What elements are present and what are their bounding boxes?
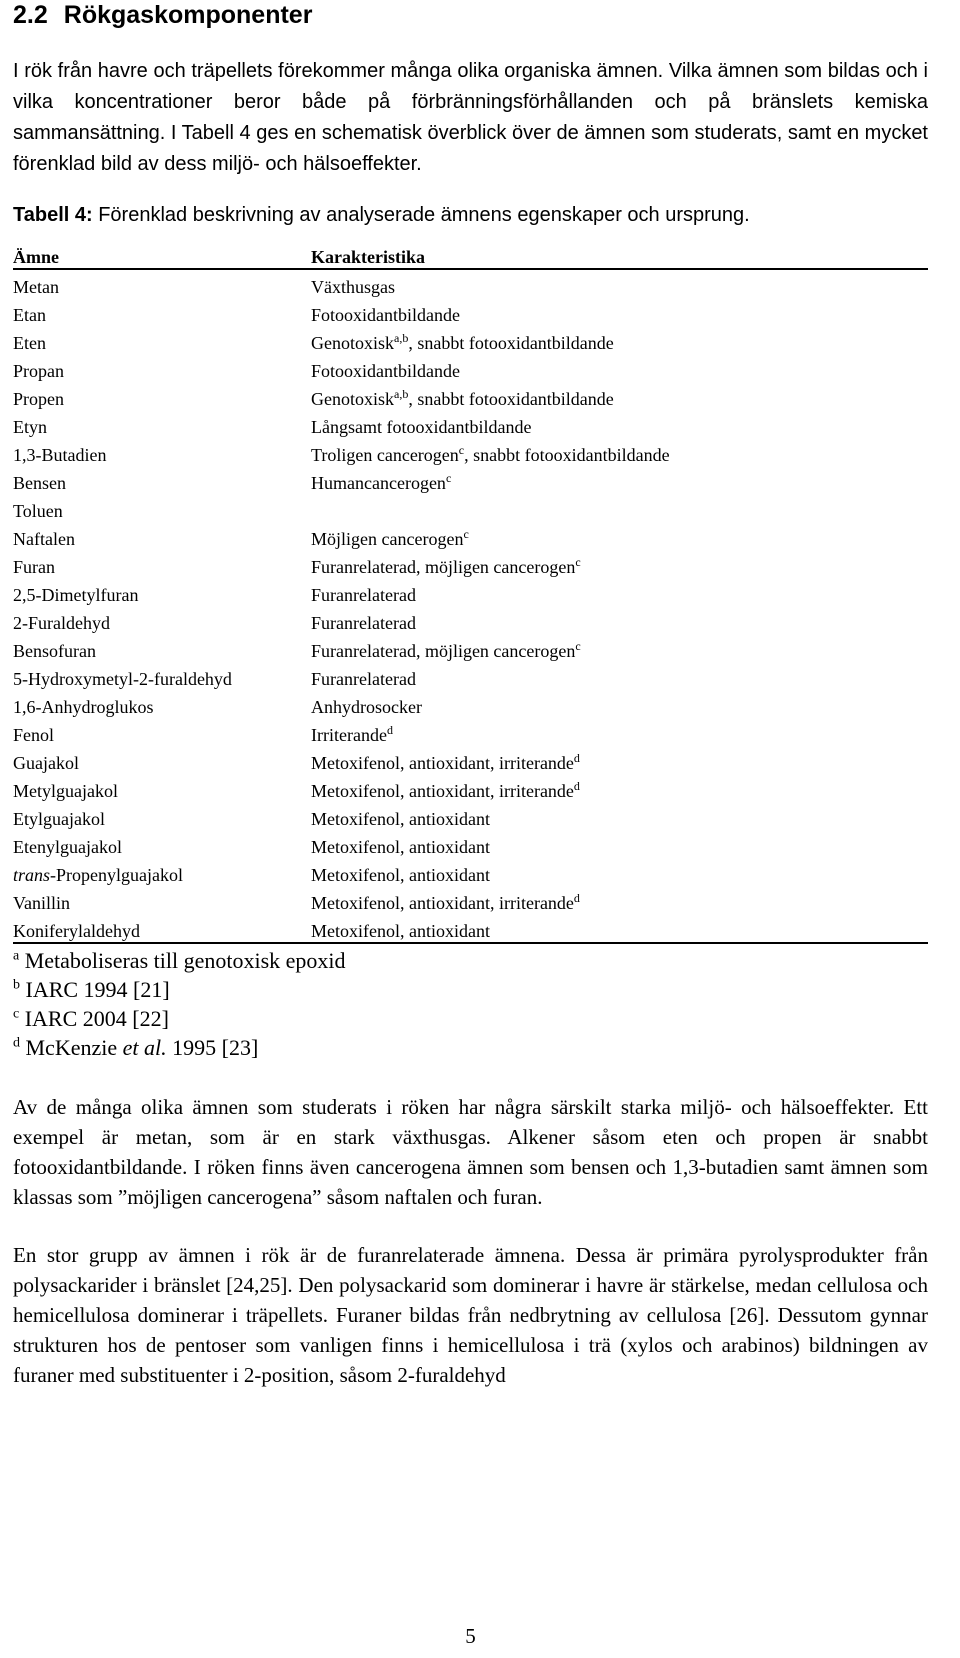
characteristics-cell xyxy=(311,746,928,774)
substance-name: Metylguajakol xyxy=(13,781,118,801)
characteristics-cell xyxy=(311,578,928,606)
characteristics-cell xyxy=(311,830,928,858)
substance-name: Etylguajakol xyxy=(13,809,105,829)
characteristics-text: Metoxifenol, antioxidant xyxy=(311,809,490,829)
substance-name: Bensofuran xyxy=(13,641,96,661)
substance-cell xyxy=(13,914,311,943)
substance-name: Metan xyxy=(13,277,59,297)
substance-cell xyxy=(13,690,311,718)
table-row xyxy=(13,746,928,774)
substance-name: 2,5-Dimetylfuran xyxy=(13,585,139,605)
substance-cell xyxy=(13,606,311,634)
characteristics-cell xyxy=(311,522,928,550)
characteristics-cell xyxy=(311,634,928,662)
substance-cell xyxy=(13,269,311,298)
characteristics-text: Fotooxidantbildande xyxy=(311,305,460,325)
table-row xyxy=(13,802,928,830)
substance-cell xyxy=(13,298,311,326)
substance-cell xyxy=(13,382,311,410)
section-title: Rökgaskomponenter xyxy=(63,1,313,29)
table-row xyxy=(13,354,928,382)
substance-cell xyxy=(13,830,311,858)
characteristics-cell xyxy=(311,466,928,494)
characteristics-text: Metoxifenol, antioxidant, irriterande xyxy=(311,781,574,801)
paragraph-3: En stor grupp av ämnen i rök är de furanrelaterade ämnena. Dessa är primära pyrolysprodukter från polysackarider i bränslet [24,25]. Den polysackarid som dominerar i havre är stärkelse, medan cellulosa och hemicellulosa dominerar i träpellets. Furaner bildas från nedbrytning av cellulosa [26]. Dessutom gynnar strukturen hos de pentoser som vanligen finns i hemicellulosa i trä (xylos och arabinos) bildningen av furaner med substituenter i 2-position, såsom 2-furaldehyd xyxy=(13,1243,928,1387)
characteristics-cell xyxy=(311,494,928,522)
characteristics-text: Furanrelaterad, möjligen cancerogen xyxy=(311,641,576,661)
table-row xyxy=(13,774,928,802)
substance-name: 5-Hydroxymetyl-2-furaldehyd xyxy=(13,669,232,689)
characteristics-cell xyxy=(311,354,928,382)
paragraph-2: Av de många olika ämnen som studerats i röken har några särskilt starka miljö- och hälsoeffekter. Ett exempel är metan, som är en stark växthusgas. Alkener såsom eten och propen är snabbt fotooxidantbildande. I röken finns även cancerogena ämnen som bensen och 1,3-butadien samt ämnen som klassas som ”möjligen cancerogena” såsom naftalen och furan. xyxy=(13,1095,928,1209)
table-row xyxy=(13,830,928,858)
characteristics-cell xyxy=(311,606,928,634)
footnote-ref: c xyxy=(458,443,465,457)
section-number: 2.2 xyxy=(13,1,48,29)
characteristics-cell xyxy=(311,410,928,438)
footnotes xyxy=(13,946,928,1062)
table-row xyxy=(13,522,928,550)
footnote-ref: c xyxy=(445,471,452,485)
page-number: 5 xyxy=(465,1624,476,1648)
table-row xyxy=(13,410,928,438)
table-row xyxy=(13,634,928,662)
characteristics-text: Växthusgas xyxy=(311,277,395,297)
characteristics-cell xyxy=(311,269,928,298)
intro-paragraph: I rök från havre och träpellets förekommer många olika organiska ämnen. Vilka ämnen som bildas och i vilka koncentrationer beror både på förbränningsförhållanden och på bränslets kemiska sammansättning. I Tabell 4 ges en schematisk överblick över de ämnen som studerats, samt en mycket förenklad bild av dess miljö- och hälsoeffekter. xyxy=(13,60,928,175)
substance-cell xyxy=(13,662,311,690)
table-row xyxy=(13,606,928,634)
substance-cell xyxy=(13,886,311,914)
characteristics-text: Anhydrosocker xyxy=(311,697,422,717)
characteristics-cell xyxy=(311,662,928,690)
substance-name: Furan xyxy=(13,557,55,577)
characteristics-cell xyxy=(311,774,928,802)
table-caption xyxy=(13,202,928,228)
column-header-substance: Ämne xyxy=(13,240,311,269)
substance-name: Propen xyxy=(13,389,64,409)
substance-cell xyxy=(13,634,311,662)
substance-cell xyxy=(13,802,311,830)
footnote-ref: c xyxy=(575,639,581,653)
characteristics-cell xyxy=(311,382,928,410)
characteristics-text: Furanrelaterad, möjligen cancerogen xyxy=(311,557,576,577)
footnote-mark: a xyxy=(13,948,20,964)
table-row xyxy=(13,690,928,718)
footnote-text: Metaboliseras till genotoxisk epoxid xyxy=(19,948,346,973)
characteristics-text: Furanrelaterad xyxy=(311,669,416,689)
substance-cell xyxy=(13,578,311,606)
table-row xyxy=(13,550,928,578)
footnote-ref: d xyxy=(573,779,580,793)
footnote-text: McKenzie xyxy=(20,1035,123,1060)
characteristics-text: Genotoxisk xyxy=(311,389,394,409)
table-caption-text: Förenklad beskrivning av analyserade ämnens egenskaper och ursprung. xyxy=(92,204,750,226)
substance-name: 1,6-Anhydroglukos xyxy=(13,697,154,717)
substance-name: 2-Furaldehyd xyxy=(13,613,110,633)
footnote-ref: a,b xyxy=(394,331,409,345)
footnote-ref: a,b xyxy=(394,387,409,401)
substance-cell xyxy=(13,746,311,774)
characteristics-text: Furanrelaterad xyxy=(311,585,416,605)
table-row xyxy=(13,298,928,326)
footnote-text: IARC 2004 [22] xyxy=(19,1006,169,1031)
document-page xyxy=(13,0,928,1648)
table-row xyxy=(13,662,928,690)
substance-name: Eten xyxy=(13,333,46,353)
substance-name: Guajakol xyxy=(13,753,79,773)
table-header-row xyxy=(13,240,928,269)
characteristics-rest: , snabbt fotooxidantbildande xyxy=(408,333,614,353)
table-row xyxy=(13,494,928,522)
table-row xyxy=(13,858,928,886)
substance-cell xyxy=(13,858,311,886)
characteristics-text: Metoxifenol, antioxidant, irriterande xyxy=(311,753,574,773)
footnote-mark: c xyxy=(13,1006,20,1022)
substance-name: Etyn xyxy=(13,417,47,437)
characteristics-rest: , snabbt fotooxidantbildande xyxy=(464,445,670,465)
substance-cell xyxy=(13,522,311,550)
substance-name: Fenol xyxy=(13,725,55,745)
footnote-tail: 1995 [23] xyxy=(166,1035,259,1060)
footnote-ref: c xyxy=(575,555,581,569)
substance-cell xyxy=(13,354,311,382)
substance-name: Etan xyxy=(13,305,46,325)
table-body xyxy=(13,269,928,943)
characteristics-text: Troligen cancerogen xyxy=(311,445,459,465)
substance-cell xyxy=(13,466,311,494)
substance-name: Toluen xyxy=(13,501,63,521)
footnote-ref: c xyxy=(463,527,469,541)
characteristics-cell xyxy=(311,326,928,354)
footnote-b xyxy=(13,975,928,1004)
characteristics-text: Fotooxidantbildande xyxy=(311,361,460,381)
substance-cell xyxy=(13,438,311,466)
table-row xyxy=(13,718,928,746)
footnote-a xyxy=(13,946,928,975)
table-row xyxy=(13,578,928,606)
substance-cell xyxy=(13,326,311,354)
section-heading xyxy=(13,0,928,30)
characteristics-text: Genotoxisk xyxy=(311,333,394,353)
substance-cell xyxy=(13,550,311,578)
substances-table xyxy=(13,240,928,944)
table-row xyxy=(13,914,928,943)
characteristics-text: Långsamt fotooxidantbildande xyxy=(311,417,532,437)
substance-name: Naftalen xyxy=(13,529,75,549)
characteristics-text: Furanrelaterad xyxy=(311,613,416,633)
characteristics-text: Irriterande xyxy=(311,725,387,745)
column-header-characteristics: Karakteristika xyxy=(311,240,928,269)
substance-name: 1,3-Butadien xyxy=(13,445,107,465)
characteristics-cell xyxy=(311,914,928,943)
footnote-ref: d xyxy=(573,751,580,765)
characteristics-text: Humancancerogen xyxy=(311,473,446,493)
characteristics-text: Metoxifenol, antioxidant xyxy=(311,837,490,857)
characteristics-text: Metoxifenol, antioxidant xyxy=(311,865,490,885)
table-row xyxy=(13,466,928,494)
footnote-mark: b xyxy=(13,977,20,993)
substance-cell xyxy=(13,718,311,746)
table-row xyxy=(13,438,928,466)
substance-name: Bensen xyxy=(13,473,66,493)
substance-cell xyxy=(13,774,311,802)
characteristics-cell xyxy=(311,802,928,830)
substance-name: Propan xyxy=(13,361,64,381)
characteristics-text: Metoxifenol, antioxidant, irriterande xyxy=(311,893,574,913)
table-caption-label: Tabell 4: xyxy=(13,204,93,226)
characteristics-cell xyxy=(311,718,928,746)
substance-cell xyxy=(13,494,311,522)
characteristics-cell xyxy=(311,690,928,718)
footnote-text: IARC 1994 [21] xyxy=(20,977,170,1002)
characteristics-text: Metoxifenol, antioxidant xyxy=(311,921,490,941)
characteristics-text: Möjligen cancerogen xyxy=(311,529,464,549)
substance-name: Etenylguajakol xyxy=(13,837,122,857)
footnote-ref: d xyxy=(573,891,580,905)
table-row xyxy=(13,269,928,298)
characteristics-cell xyxy=(311,438,928,466)
substance-name: Vanillin xyxy=(13,893,70,913)
substance-cell xyxy=(13,410,311,438)
characteristics-rest: , snabbt fotooxidantbildande xyxy=(408,389,614,409)
characteristics-cell xyxy=(311,550,928,578)
footnote-italic: et al. xyxy=(122,1035,167,1060)
substance-prefix: trans xyxy=(13,865,51,885)
substance-name: -Propenylguajakol xyxy=(50,865,183,885)
footnote-d xyxy=(13,1033,928,1062)
characteristics-cell xyxy=(311,858,928,886)
table-row xyxy=(13,382,928,410)
table-row xyxy=(13,326,928,354)
footnote-mark: d xyxy=(13,1035,20,1051)
footnote-ref: d xyxy=(386,723,393,737)
substance-name: Koniferylaldehyd xyxy=(13,921,140,941)
footnote-c xyxy=(13,1004,928,1033)
characteristics-cell xyxy=(311,886,928,914)
table-row xyxy=(13,886,928,914)
characteristics-cell xyxy=(311,298,928,326)
